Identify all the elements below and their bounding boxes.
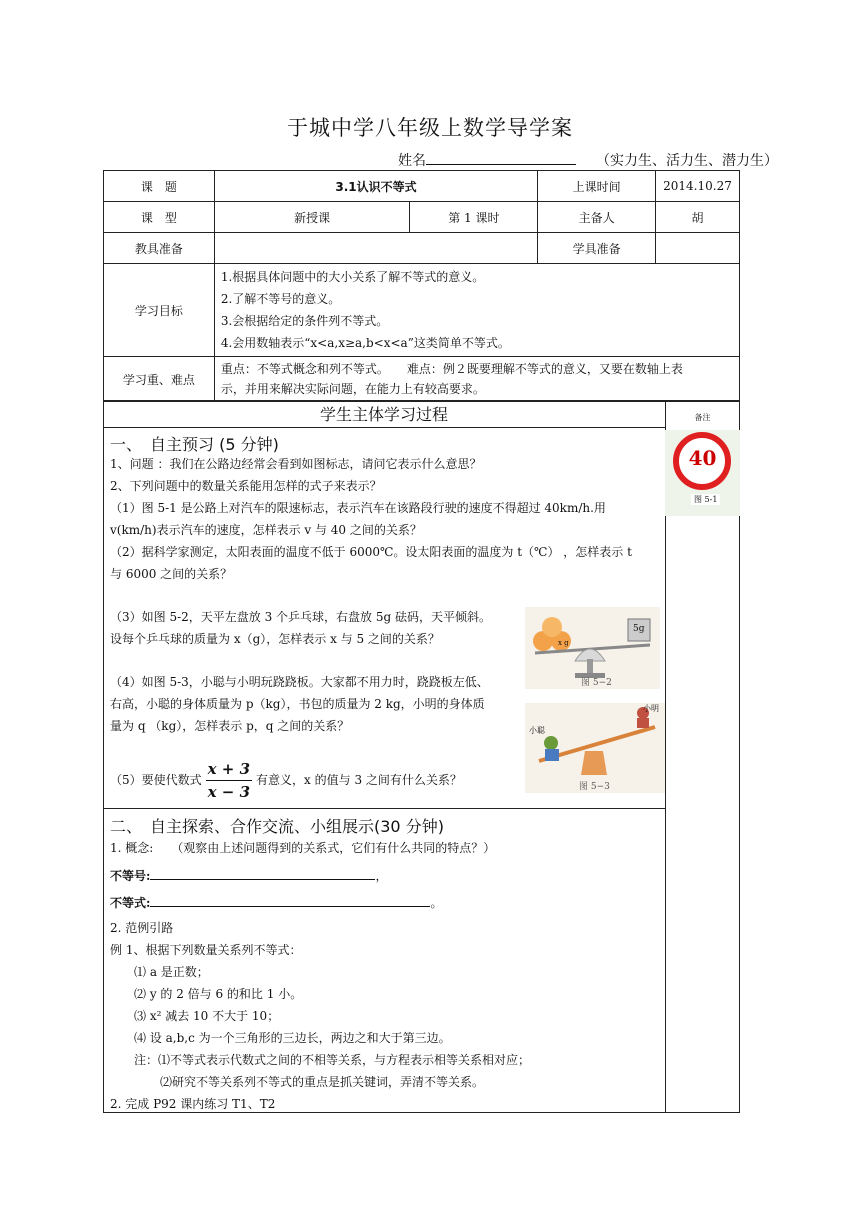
example-1: 例 1、根据下列数量关系列不等式： [110,943,302,957]
document-title: 于城中学八年级上数学导学案 [287,116,573,140]
goal-item: 1.根据具体问题中的大小关系了解不等式的意义。 [220,270,485,284]
notes-label: 备注 [694,413,711,422]
ball-label: x g [558,639,569,647]
problem-3-line-2: 设每个乒乓球的质量为 x（g），怎样表示 x 与 5 之间的关系？ [110,632,440,646]
inequality-end: 。 [430,896,443,910]
problem-5-prefix: （5）要使代数式 [110,773,202,787]
lesson-info-table [103,170,740,402]
problem-2-line-2: 与 6000 之间的关系？ [110,567,233,581]
seesaw-figure [525,703,665,793]
problem-5 [110,758,462,803]
goal-item: 3.会根据给定的条件列不等式。 [220,314,389,328]
name-blank[interactable] [426,150,576,165]
goals-list [214,264,739,357]
main-heading: 学生主体学习过程 [319,405,448,424]
fraction-numerator: x + 3 [206,758,252,781]
section-1-heading: 一、 自主预习 (5 分钟) [110,435,279,454]
fraction-expression [206,758,252,803]
inequality-label: 不等式: [110,896,151,910]
student-tools-value [655,233,739,264]
focus-line: 示，并用来解决实际问题，在能力上有较高要求。 [220,382,485,396]
problem-4-line-3: 量为 q （kg），怎样表示 p，q 之间的关系？ [110,719,350,733]
inequality-sign-blank[interactable] [150,867,375,880]
figure-5-1-caption: 图 5-1 [691,494,720,505]
fraction-denominator: x − 3 [207,783,251,801]
section-divider [103,808,665,809]
question-2: 2、下列问题中的数量关系能用怎样的式子来表示？ [110,479,382,493]
example-item: ⑷ 设 a,b,c 为一个三角形的三边长，两边之和大于第三边。 [134,1031,451,1045]
figure-5-3-caption: 图 5−3 [579,782,610,792]
example-item: ⑶ x² 减去 10 不大于 10； [134,1009,280,1023]
preparer-label: 主备人 [538,202,656,233]
goal-item: 4.会用数轴表示“x<a,x≥a,b<x<a”这类简单不等式。 [220,336,510,350]
teacher-tools-value [214,233,537,264]
name-row [398,150,778,170]
type-value: 新授课 [214,202,410,233]
topic-value: 3.1认识不等式 [214,171,537,202]
student-tools-label: 学具准备 [538,233,656,264]
figure-5-2-caption: 图 5−2 [581,678,612,688]
period-value: 第 1 课时 [410,202,538,233]
type-label: 课 型 [104,202,215,233]
problem-2-line-1: （2）据科学家测定，太阳表面的温度不低于 6000℃。设太阳表面的温度为 t（℃） ，怎样表示 t [110,545,632,559]
problem-4-line-2: 右高，小聪的身体质量为 p（kg），书包的质量为 2 kg，小明的身体质 [110,697,485,711]
inequality-sign-label: 不等号: [110,869,151,883]
example-guide: 2. 范例引路 [110,921,174,935]
class-time-value: 2014.10.27 [655,171,739,202]
practice-line: 2. 完成 P92 课内练习 T1、T2 [110,1097,276,1111]
goal-item: 2.了解不等号的意义。 [220,292,341,306]
goals-label: 学习目标 [104,264,215,357]
inequality-sign-row [110,866,387,886]
note-2: ⑵研究不等关系列不等式的重点是抓关键词，弄清不等关系。 [160,1075,485,1089]
problem-3-line-1: （3）如图 5-2，天平左盘放 3 个乒乓球，右盘放 5g 砝码，天平倾斜。 [110,610,491,624]
example-item: ⑴ a 是正数； [134,965,209,979]
weight-label: 5g [633,624,645,634]
inequality-sign-end: ， [375,869,388,883]
focus-label: 学习重、难点 [104,357,215,402]
inequality-row [110,893,442,913]
section-2-heading: 二、 自主探索、合作交流、小组展示(30 分钟) [110,817,444,836]
name-label: 姓名 [398,153,426,169]
example-item: ⑵ y 的 2 倍与 6 的和比 1 小。 [134,987,303,1001]
xiaocong-label: 小聪 [529,726,545,735]
teacher-tools-label: 教具准备 [104,233,215,264]
class-time-label: 上课时间 [538,171,656,202]
problem-5-suffix: 有意义，x 的值与 3 之间有什么关系？ [256,773,462,787]
student-types: （实力生、活力生、潜力生） [596,153,778,169]
concept-line: 1. 概念: （观察由上述问题得到的关系式，它们有什么共同的特点？） [110,841,496,855]
speed-limit-value: 40 [688,446,717,470]
focus-line: 重点：不等式概念和列不等式。 难点：例２既要理解不等式的意义，又要在数轴上表 [220,362,683,376]
note-1: 注：⑴不等式表示代数式之间的不相等关系，与方程表示相等关系相对应； [134,1053,531,1067]
problem-4-line-1: （4）如图 5-3，小聪与小明玩跷跷板。大家都不用力时，跷跷板左低、 [110,675,489,689]
focus-content [214,357,739,402]
topic-label: 课 题 [104,171,215,202]
speed-limit-figure [665,430,740,516]
problem-1-line-1: （1）图 5-1 是公路上对汽车的限速标志，表示汽车在该路段行驶的速度不得超过 40km/h.用 [110,501,606,515]
preparer-value: 胡 [655,202,739,233]
balance-scale-figure [525,607,660,689]
problem-1-line-2: v(km/h)表示汽车的速度，怎样表示 v 与 40 之间的关系？ [110,523,422,537]
xiaoming-label: 小明 [643,704,659,713]
inequality-blank[interactable] [150,894,430,907]
question-1: 1、问题 ：我们在公路边经常会看到如图标志，请问它表示什么意思？ [110,457,482,471]
